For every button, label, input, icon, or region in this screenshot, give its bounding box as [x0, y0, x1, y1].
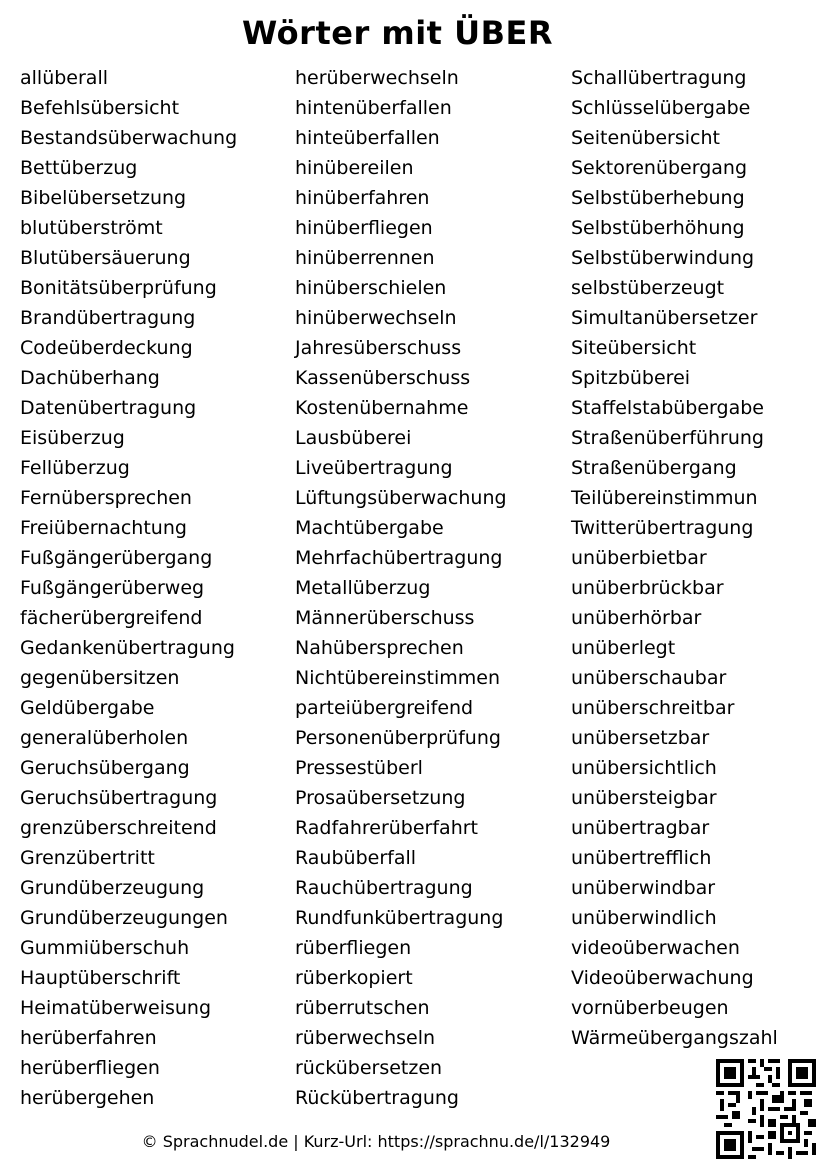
- word-item: Metallüberzug: [295, 577, 431, 599]
- word-item: Seitenübersicht: [571, 127, 720, 149]
- word-item: unübersichtlich: [571, 757, 717, 779]
- word-item: Teilübereinstimmun: [571, 487, 758, 509]
- word-item: Bestandsüberwachung: [20, 127, 238, 149]
- word-item: Fellüberzug: [20, 457, 130, 479]
- word-item: Twitterübertragung: [571, 517, 754, 539]
- word-item: Grundüberzeugung: [20, 877, 205, 899]
- word-item: grenzüberschreitend: [20, 817, 217, 839]
- word-item: herüberwechseln: [295, 67, 459, 89]
- word-item: Blutübersäuerung: [20, 247, 191, 269]
- footer-credit: © Sprachnudel.de | Kurz-Url: https://sprachnu.de/l/132949: [141, 1132, 611, 1151]
- word-item: Freiübernachtung: [20, 517, 187, 539]
- word-item: Videoüberwachung: [571, 967, 754, 989]
- word-item: Geldübergabe: [20, 697, 155, 719]
- word-item: unübertragbar: [571, 817, 710, 839]
- word-item: Selbstüberwindung: [571, 247, 755, 269]
- word-column-2: [295, 63, 507, 1113]
- word-item: Fußgängerüberweg: [20, 577, 205, 599]
- word-item: unübersetzbar: [571, 727, 710, 749]
- word-item: herüberfliegen: [20, 1057, 160, 1079]
- word-item: Geruchsübertragung: [20, 787, 218, 809]
- word-item: parteiübergreifend: [295, 697, 474, 719]
- word-item: Lausbüberei: [295, 427, 412, 449]
- word-item: unübertrefflich: [571, 847, 712, 869]
- word-item: Grundüberzeugungen: [20, 907, 228, 929]
- word-item: Bettüberzug: [20, 157, 138, 179]
- word-item: Eisüberzug: [20, 427, 125, 449]
- word-item: Lüftungsüberwachung: [295, 487, 507, 509]
- word-item: Fernübersprechen: [20, 487, 192, 509]
- word-item: Radfahrerüberfahrt: [295, 817, 478, 839]
- word-item: unüberhörbar: [571, 607, 702, 629]
- word-item: Liveübertragung: [295, 457, 453, 479]
- word-item: Kassenüberschuss: [295, 367, 471, 389]
- word-item: rüberrutschen: [295, 997, 430, 1019]
- word-column-3: [571, 63, 778, 1053]
- word-item: Siteübersicht: [571, 337, 697, 359]
- word-item: Datenübertragung: [20, 397, 197, 419]
- word-item: unüberschaubar: [571, 667, 727, 689]
- word-item: Simultanübersetzer: [571, 307, 758, 329]
- word-item: unüberbrückbar: [571, 577, 724, 599]
- word-item: Gedankenübertragung: [20, 637, 235, 659]
- word-item: unüberschreitbar: [571, 697, 735, 719]
- word-item: rüberfliegen: [295, 937, 412, 959]
- word-column-1: [20, 63, 237, 1113]
- word-item: Straßenübergang: [571, 457, 737, 479]
- word-item: rüberwechseln: [295, 1027, 436, 1049]
- word-item: Machtübergabe: [295, 517, 444, 539]
- word-item: rüberkopiert: [295, 967, 413, 989]
- word-item: Grenzübertritt: [20, 847, 155, 869]
- word-item: hinüberwechseln: [295, 307, 457, 329]
- word-item: Geruchsübergang: [20, 757, 190, 779]
- word-item: Nahübersprechen: [295, 637, 464, 659]
- word-item: hinübereilen: [295, 157, 414, 179]
- word-item: herüberfahren: [20, 1027, 157, 1049]
- page-title: Wörter mit ÜBER: [242, 14, 553, 52]
- word-item: herübergehen: [20, 1087, 155, 1109]
- word-item: Codeüberdeckung: [20, 337, 193, 359]
- word-item: Prosaübersetzung: [295, 787, 466, 809]
- word-item: hinüberfliegen: [295, 217, 433, 239]
- word-item: rückübersetzen: [295, 1057, 443, 1079]
- word-item: fächerübergreifend: [20, 607, 203, 629]
- word-item: hinteüberfallen: [295, 127, 440, 149]
- word-item: unüberbietbar: [571, 547, 707, 569]
- word-item: Wärmeübergangszahl: [571, 1027, 778, 1049]
- word-item: Pressestüberl: [295, 757, 423, 779]
- word-item: Heimatüberweisung: [20, 997, 212, 1019]
- word-item: Mehrfachübertragung: [295, 547, 503, 569]
- word-item: blutüberströmt: [20, 217, 163, 239]
- word-item: hinüberschielen: [295, 277, 447, 299]
- word-item: hinüberrennen: [295, 247, 435, 269]
- word-item: Spitzbüberei: [571, 367, 691, 389]
- word-item: hinüberfahren: [295, 187, 430, 209]
- word-item: Sektorenübergang: [571, 157, 748, 179]
- word-item: vornüberbeugen: [571, 997, 729, 1019]
- word-item: Raubüberfall: [295, 847, 417, 869]
- word-item: Bonitätsüberprüfung: [20, 277, 217, 299]
- word-item: Kostenübernahme: [295, 397, 469, 419]
- word-item: Bibelübersetzung: [20, 187, 187, 209]
- word-item: Brandübertragung: [20, 307, 196, 329]
- word-item: Nichtübereinstimmen: [295, 667, 501, 689]
- word-item: Dachüberhang: [20, 367, 160, 389]
- word-item: Staffelstabübergabe: [571, 397, 764, 419]
- word-item: Jahresüberschuss: [295, 337, 462, 359]
- word-item: Rauchübertragung: [295, 877, 473, 899]
- word-item: Rückübertragung: [295, 1087, 459, 1109]
- word-item: videoüberwachen: [571, 937, 740, 959]
- word-item: unüberlegt: [571, 637, 676, 659]
- word-item: gegenübersitzen: [20, 667, 180, 689]
- word-item: Männerüberschuss: [295, 607, 475, 629]
- word-item: allüberall: [20, 67, 109, 89]
- word-item: Personenüberprüfung: [295, 727, 501, 749]
- word-item: Gummiüberschuh: [20, 937, 190, 959]
- word-item: Hauptüberschrift: [20, 967, 181, 989]
- word-item: selbstüberzeugt: [571, 277, 725, 299]
- word-item: Selbstüberhebung: [571, 187, 745, 209]
- word-item: Rundfunkübertragung: [295, 907, 504, 929]
- word-item: unübersteigbar: [571, 787, 717, 809]
- word-item: Selbstüberhöhung: [571, 217, 745, 239]
- word-item: Befehlsübersicht: [20, 97, 180, 119]
- word-item: Straßenüberführung: [571, 427, 764, 449]
- word-item: hintenüberfallen: [295, 97, 452, 119]
- word-item: Schlüsselübergabe: [571, 97, 751, 119]
- word-item: Schallübertragung: [571, 67, 747, 89]
- word-item: unüberwindbar: [571, 877, 716, 899]
- word-item: generalüberholen: [20, 727, 189, 749]
- word-item: Fußgängerübergang: [20, 547, 213, 569]
- qr-code-icon: [716, 1059, 816, 1159]
- word-item: unüberwindlich: [571, 907, 717, 929]
